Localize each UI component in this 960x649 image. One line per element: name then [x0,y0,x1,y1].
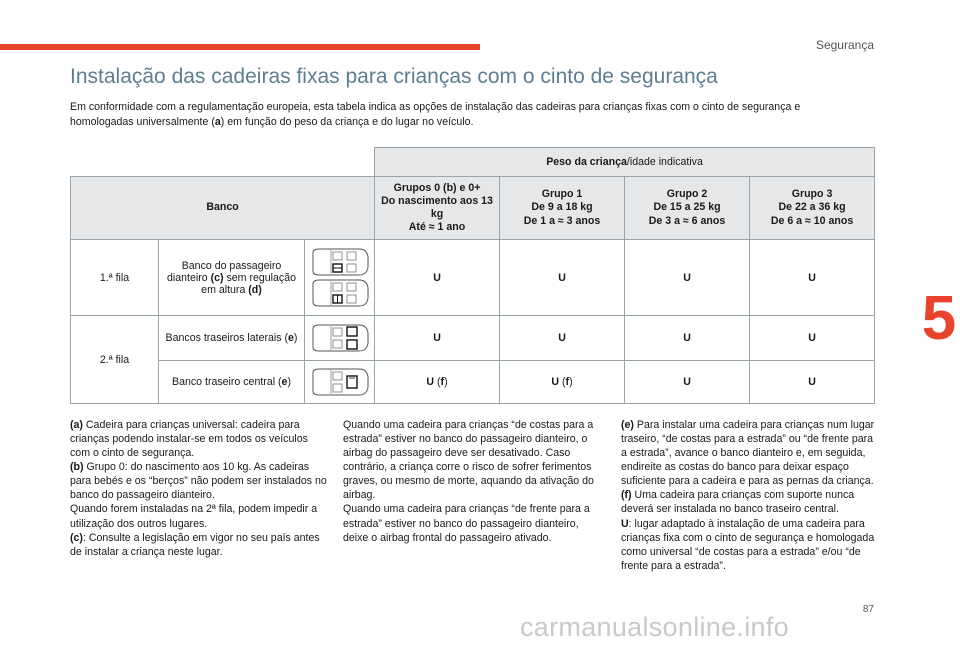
note-text: Quando forem instaladas na 2ª fila, podem impedir a utilização dos outros lugares. [70,503,318,530]
header-weight-rest: /idade indicativa [626,156,703,168]
value-paren: ) [569,376,573,388]
value-cell: U [750,240,875,316]
header-blank [71,148,375,177]
row-seat-rear-lateral [159,316,305,361]
group-age: De 6 a ≈ 10 anos [770,214,854,227]
value-cell: U [500,316,625,361]
note-c [70,531,328,559]
seat-text: Banco traseiro central ( [172,376,282,388]
value-paren: ( [559,376,566,388]
note-e [621,418,877,488]
note-text: : lugar adaptado à instalação de uma cadeira para crianças fixa com o cinto de segurança e homologada como universal “de costas para a estrada” e/ou “de frente para a estrada”. [621,517,875,572]
note-label: (a) [70,419,83,431]
row-seat-icon [305,316,375,361]
note-label: (e) [621,419,634,431]
page-title: Instalação das cadeiras fixas para crianças com o cinto de segurança [70,65,718,88]
page-number: 87 [862,604,874,615]
value-letter: U [551,376,560,388]
value-cell: U [500,240,625,316]
value-cell: U [375,316,500,361]
car-front-seat-forward-facing-icon [309,278,371,308]
seat-text: sem regulação em altura [201,271,296,296]
note-airbag-forward-facing [343,502,599,544]
header-weight-bold: Peso da criança [546,156,627,168]
note-label: (b) [70,461,84,474]
value-paren: ) [444,376,448,388]
group-name: Grupo 2 [666,188,708,201]
section-label: Segurança [815,38,874,52]
intro-text-2: ) em função do peso da criança e do lugar no veículo. [220,115,474,128]
row-fila-1: 1.ª fila [71,240,159,316]
group-name: Grupo 1 [541,188,583,201]
group-range: De 15 a 25 kg [653,201,721,214]
value-note: f [565,376,570,388]
header-accent-bar [0,44,480,50]
car-rear-lateral-seats-icon [309,323,371,353]
intro-ref: a [214,115,221,128]
header-group-3 [750,177,875,240]
watermark: carmanualsonline.info [520,612,789,642]
note-text: : Consulte a legislação em vigor no seu país antes de instalar a criança neste lugar. [70,531,320,558]
header-group-0 [375,177,500,240]
intro-paragraph [70,100,850,129]
table-row [71,361,875,404]
table-header-groups-row [71,177,875,240]
row-fila-2: 2.ª fila [71,316,159,404]
value-letter: U [426,376,435,388]
value-cell: U [375,240,500,316]
group-name: Grupo 3 [791,188,833,201]
note-a [70,418,328,460]
seat-ref: e [288,332,294,344]
notes-column-1 [70,418,328,559]
value-cell [500,361,625,404]
seat-text: ) [293,332,298,344]
note-text: Grupo 0: do nascimento aos 10 kg. As cadeiras para bebés e os “berços” não podem ser instalados no banco do passageiro dianteiro. [70,461,327,502]
note-b-extra [70,502,328,530]
row-seat-icon [305,361,375,404]
value-cell: U [750,316,875,361]
table-header-weight-row [71,148,875,177]
seat-text: Banco do passageiro dianteiro [167,259,282,284]
notes-column-3 [621,418,877,573]
value-paren: ( [434,376,441,388]
note-airbag-rear-facing [343,418,599,502]
group-age: De 3 a ≈ 6 anos [648,214,726,227]
header-group-2 [625,177,750,240]
seat-text: ) [287,376,291,388]
car-front-seat-rear-facing-icon [309,247,371,277]
table-row [71,240,875,316]
header-group-1 [500,177,625,240]
note-label: (c) [70,531,83,544]
group-range: Do nascimento aos 13 kg [381,194,493,220]
table-row [71,316,875,361]
note-label: (f) [621,489,632,502]
note-label: U [621,517,629,530]
value-note: f [440,376,445,388]
value-cell: U [625,361,750,404]
seat-ref: (c) [210,271,224,284]
row-seat-front [159,240,305,316]
note-b [70,460,328,502]
seat-ref: e [281,376,288,388]
header-banco: Banco [71,177,375,240]
group-age: Até ≈ 1 ano [408,221,466,234]
note-text: Quando uma cadeira para crianças “de costas para a estrada” estiver no banco do passageiro dianteiro, o airbag do passageiro deve ser desativado. Caso contrário, a criança corre o risco de sofrer ferimentos graves, ou mesmo de morte, aquando da ativação do airbag. [343,419,594,502]
note-text: Uma cadeira para crianças com suporte nunca deverá ser instalada no banco traseiro central. [621,489,855,516]
note-text: Cadeira para crianças universal: cadeira para crianças podendo instalar-se em todos os veículos com o cinto de segurança. [70,419,308,460]
value-cell: U [625,240,750,316]
seat-ref: (d) [248,283,262,296]
intro-text-1: Em conformidade com a regulamentação europeia, esta tabela indica as opções de instalação das cadeiras para crianças fixas com o cinto de segurança e homologadas universalmente ( [70,101,801,128]
value-cell: U [625,316,750,361]
note-f [621,488,877,516]
group-age: De 1 a ≈ 3 anos [523,214,601,227]
row-seat-rear-center [159,361,305,404]
group-name: Grupos 0 (b) e 0+ [393,181,481,194]
child-seat-table [70,147,875,404]
car-rear-center-seat-icon [309,367,371,397]
notes-column-2 [343,418,599,545]
group-range: De 9 a 18 kg [531,201,593,214]
group-range: De 22 a 36 kg [778,201,846,214]
note-u [621,517,877,573]
chapter-number: 5 [921,283,957,353]
row-seat-icon [305,240,375,316]
seat-text: Bancos traseiros laterais ( [165,332,289,344]
value-cell [375,361,500,404]
header-weight [375,148,875,177]
value-cell: U [750,361,875,404]
note-text: Quando uma cadeira para crianças “de frente para a estrada” estiver no banco do passageiro dianteiro, deixe o airbag frontal do passageiro ativado. [343,503,590,544]
note-text: Para instalar uma cadeira para crianças num lugar traseiro, “de costas para a estrada” ou “de frente para a estrada”, avance o banco dianteiro e, em seguida, endireite as costas do banco para deixar espaço suficiente para a cadeira e para as pernas da criança. [621,419,875,488]
